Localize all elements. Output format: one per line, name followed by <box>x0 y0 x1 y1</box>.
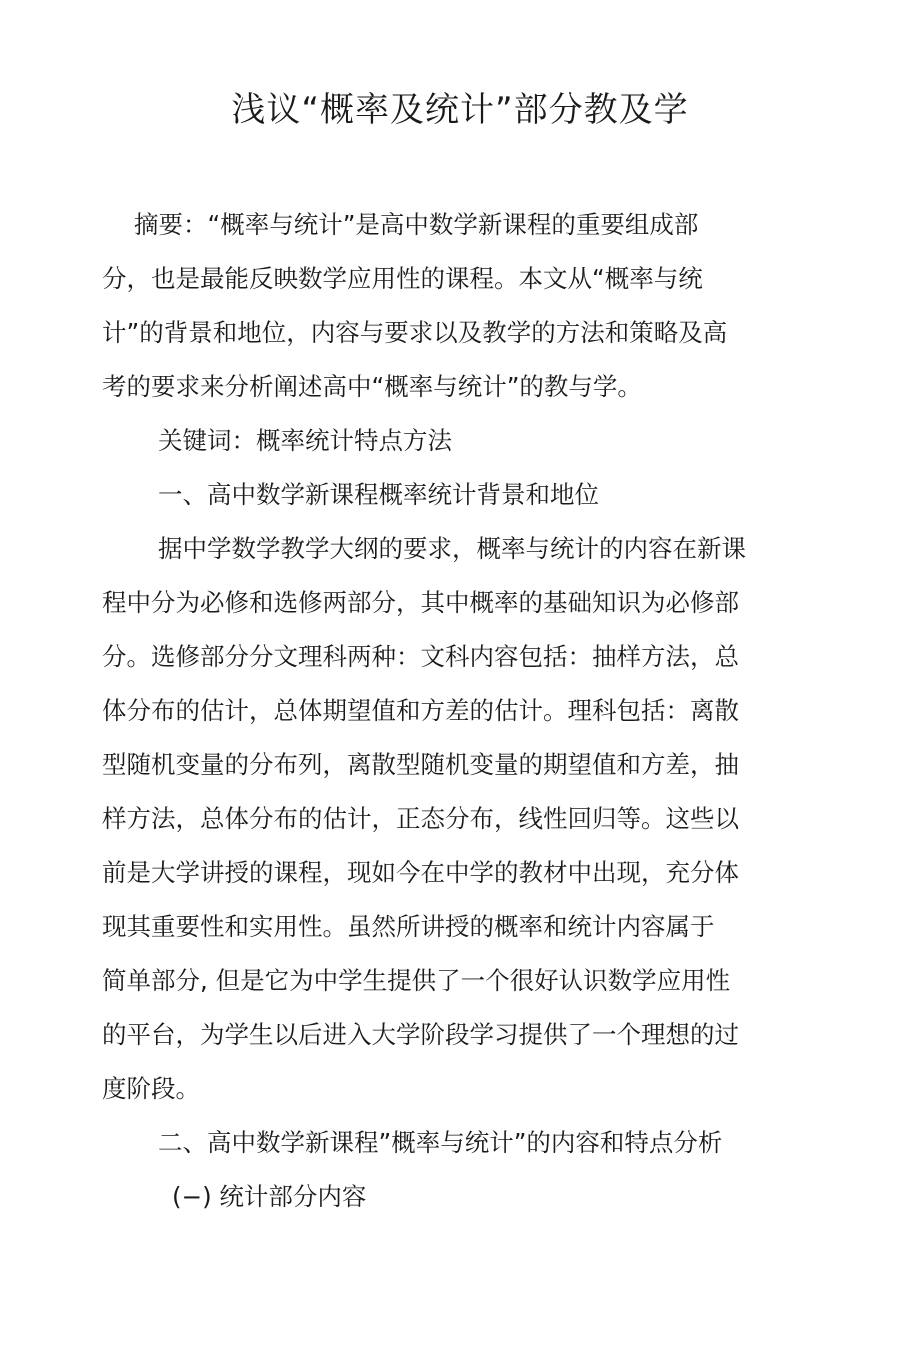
paragraph-line-9: 简单部分, 但是它为中学生提供了一个很好认识数学应用性 <box>102 966 731 995</box>
paragraph-line-3: 分。选修部分分文理科两种：文科内容包括：抽样方法，总 <box>102 642 739 671</box>
section-1-heading: 一、高中数学新课程概率统计背景和地位 <box>158 480 599 509</box>
paragraph-line-4: 体分布的估计，总体期望值和方差的估计。理科包括：离散 <box>102 696 739 725</box>
section-2-heading: 二、高中数学新课程”概率与统计”的内容和特点分析 <box>158 1128 723 1157</box>
document-title: 浅议“概率及统计”部分教及学 <box>231 90 689 130</box>
paragraph-line-6: 样方法，总体分布的估计，正态分布，线性回归等。这些以 <box>102 804 739 833</box>
paragraph-line-8: 现其重要性和实用性。虽然所讲授的概率和统计内容属于 <box>102 912 715 941</box>
paragraph-line-11: 度阶段。 <box>102 1074 200 1103</box>
abstract-line-3: 计”的背景和地位，内容与要求以及教学的方法和策略及高 <box>102 318 728 347</box>
keywords-line: 关键词：概率统计特点方法 <box>158 426 452 455</box>
abstract-line-4: 考的要求来分析阐述高中“概率与统计”的教与学。 <box>102 372 642 401</box>
paragraph-line-5: 型随机变量的分布列，离散型随机变量的期望值和方差，抽 <box>102 750 739 779</box>
paragraph-line-2: 程中分为必修和选修两部分，其中概率的基础知识为必修部 <box>102 588 739 617</box>
abstract-line-1: 摘要：“概率与统计”是高中数学新课程的重要组成部 <box>134 210 699 239</box>
subsection-heading: (−) 统计部分内容 <box>172 1182 367 1211</box>
paragraph-line-10: 的平台，为学生以后进入大学阶段学习提供了一个理想的过 <box>102 1020 739 1049</box>
paragraph-line-1: 据中学数学教学大纲的要求，概率与统计的内容在新课 <box>158 534 746 563</box>
abstract-line-2: 分，也是最能反映数学应用性的课程。本文从“概率与统 <box>102 264 703 293</box>
paragraph-line-7: 前是大学讲授的课程，现如今在中学的教材中出现，充分体 <box>102 858 739 887</box>
